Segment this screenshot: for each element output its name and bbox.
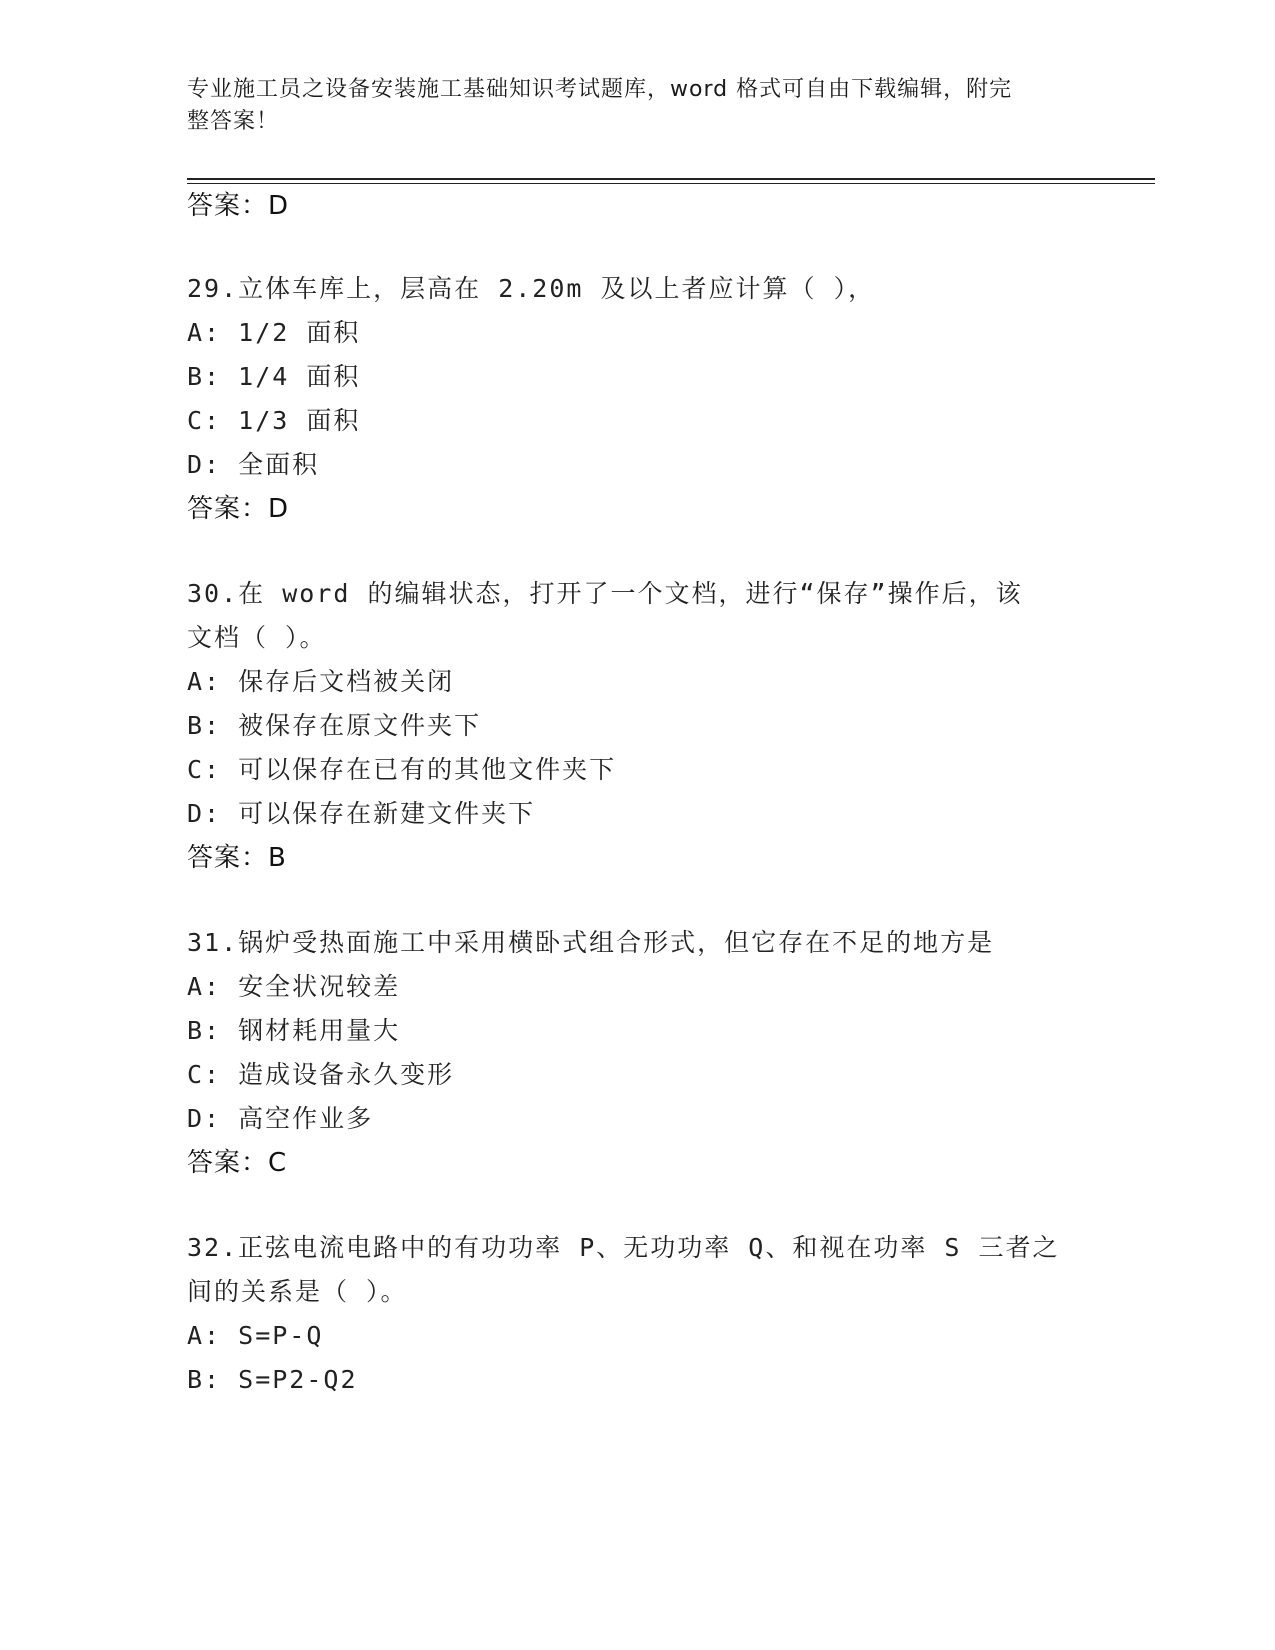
answer-28: 答案：D	[187, 191, 290, 221]
question-31-option-a: A: 安全状况较差	[187, 972, 401, 1001]
question-29-option-a: A: 1/2 面积	[187, 318, 361, 347]
question-31-option-d: D: 高空作业多	[187, 1104, 374, 1133]
question-30-option-b: B: 被保存在原文件夹下	[187, 711, 482, 740]
question-32-stem-line-2: 间的关系是（ ）。	[187, 1277, 408, 1306]
question-30-stem-line-2: 文档（ ）。	[187, 623, 327, 652]
header-line-1: 专业施工员之设备安装施工基础知识考试题库，word 格式可自由下载编辑，附完	[187, 77, 1013, 102]
question-29-option-b: B: 1/4 面积	[187, 362, 361, 391]
question-29-option-c: C: 1/3 面积	[187, 406, 361, 435]
header-divider-thick	[187, 178, 1155, 180]
question-29-stem: 29.立体车库上，层高在 2.20m 及以上者应计算（ ），	[187, 274, 876, 303]
question-32-option-a: A: S=P-Q	[187, 1321, 324, 1350]
question-30-option-c: C: 可以保存在已有的其他文件夹下	[187, 755, 617, 784]
question-32-stem-line-1: 32.正弦电流电路中的有功功率 P、无功功率 Q、和视在功率 S 三者之	[187, 1233, 1060, 1262]
header-line-2: 整答案！	[187, 109, 280, 134]
question-32-option-b: B: S=P2-Q2	[187, 1365, 358, 1394]
document-header	[187, 74, 1067, 138]
question-31-option-c: C: 造成设备永久变形	[187, 1060, 455, 1089]
question-30-stem-line-1: 30.在 word 的编辑状态，打开了一个文档，进行“保存”操作后，该	[187, 579, 1023, 608]
question-30-option-a: A: 保存后文档被关闭	[187, 667, 455, 696]
question-31-stem: 31.锅炉受热面施工中采用横卧式组合形式，但它存在不足的地方是	[187, 928, 995, 957]
header-divider-thin	[187, 183, 1155, 184]
question-30-option-d: D: 可以保存在新建文件夹下	[187, 799, 536, 828]
answer-31: 答案：C	[187, 1148, 288, 1178]
answer-30: 答案：B	[187, 843, 287, 873]
question-31-option-b: B: 钢材耗用量大	[187, 1016, 401, 1045]
question-29-option-d: D: 全面积	[187, 450, 320, 479]
answer-29: 答案：D	[187, 494, 290, 524]
